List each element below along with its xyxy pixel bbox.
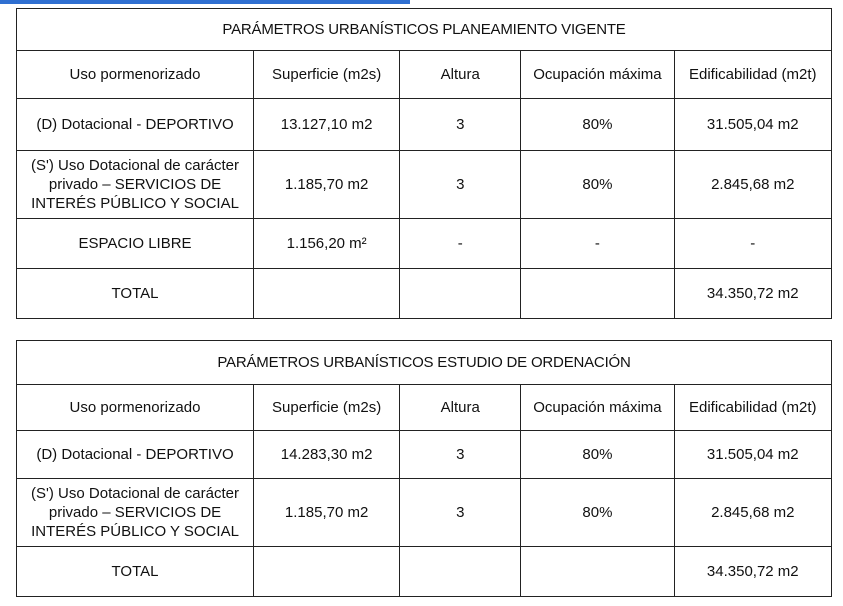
cell — [400, 269, 521, 319]
cell: 31.505,04 m2 — [674, 99, 831, 151]
cell: (D) Dotacional - DEPORTIVO — [17, 99, 254, 151]
table-row-total — [17, 269, 832, 319]
header-cell: Superficie (m2s) — [254, 385, 400, 431]
header-cell: Ocupación máxima — [521, 51, 674, 99]
top-link-underline — [0, 0, 410, 4]
cell: TOTAL — [17, 547, 254, 597]
cell — [400, 547, 521, 597]
header-cell: Uso pormenorizado — [17, 385, 254, 431]
cell: ESPACIO LIBRE — [17, 219, 254, 269]
cell — [521, 547, 674, 597]
cell: 34.350,72 m2 — [674, 547, 831, 597]
header-cell: Uso pormenorizado — [17, 51, 254, 99]
header-cell: Superficie (m2s) — [254, 51, 400, 99]
table-title: PARÁMETROS URBANÍSTICOS PLANEAMIENTO VIGENTE — [17, 9, 832, 51]
table-title: PARÁMETROS URBANÍSTICOS ESTUDIO DE ORDENACIÓN — [17, 341, 832, 385]
cell: 2.845,68 m2 — [674, 151, 831, 219]
table-row-total — [17, 547, 832, 597]
cell: 3 — [400, 479, 521, 547]
cell: - — [521, 219, 674, 269]
cell: 80% — [521, 431, 674, 479]
header-cell: Altura — [400, 385, 521, 431]
table-planeamiento-vigente — [16, 8, 832, 319]
cell: (D) Dotacional - DEPORTIVO — [17, 431, 254, 479]
cell: - — [400, 219, 521, 269]
cell: 34.350,72 m2 — [674, 269, 831, 319]
cell: 1.156,20 m² — [254, 219, 400, 269]
table-row — [17, 431, 832, 479]
table-row — [17, 99, 832, 151]
cell: - — [674, 219, 831, 269]
cell: 3 — [400, 431, 521, 479]
cell: 3 — [400, 99, 521, 151]
cell — [254, 269, 400, 319]
table-row — [17, 151, 832, 219]
cell — [521, 269, 674, 319]
cell — [254, 547, 400, 597]
header-cell: Edificabilidad (m2t) — [674, 51, 831, 99]
header-cell: Ocupación máxima — [521, 385, 674, 431]
table-estudio-ordenacion — [16, 340, 832, 597]
cell: 14.283,30 m2 — [254, 431, 400, 479]
cell: 80% — [521, 151, 674, 219]
table-row — [17, 479, 832, 547]
cell: 1.185,70 m2 — [254, 151, 400, 219]
cell: 3 — [400, 151, 521, 219]
cell: 2.845,68 m2 — [674, 479, 831, 547]
cell: (S') Uso Dotacional de carácter privado – SERVICIOS DE INTERÉS PÚBLICO Y SOCIAL — [17, 479, 254, 547]
header-cell: Edificabilidad (m2t) — [674, 385, 831, 431]
cell: (S') Uso Dotacional de carácter privado – SERVICIOS DE INTERÉS PÚBLICO Y SOCIAL — [17, 151, 254, 219]
cell: 80% — [521, 479, 674, 547]
cell: 31.505,04 m2 — [674, 431, 831, 479]
cell: TOTAL — [17, 269, 254, 319]
cell: 13.127,10 m2 — [254, 99, 400, 151]
table-row — [17, 219, 832, 269]
cell: 80% — [521, 99, 674, 151]
header-cell: Altura — [400, 51, 521, 99]
cell: 1.185,70 m2 — [254, 479, 400, 547]
